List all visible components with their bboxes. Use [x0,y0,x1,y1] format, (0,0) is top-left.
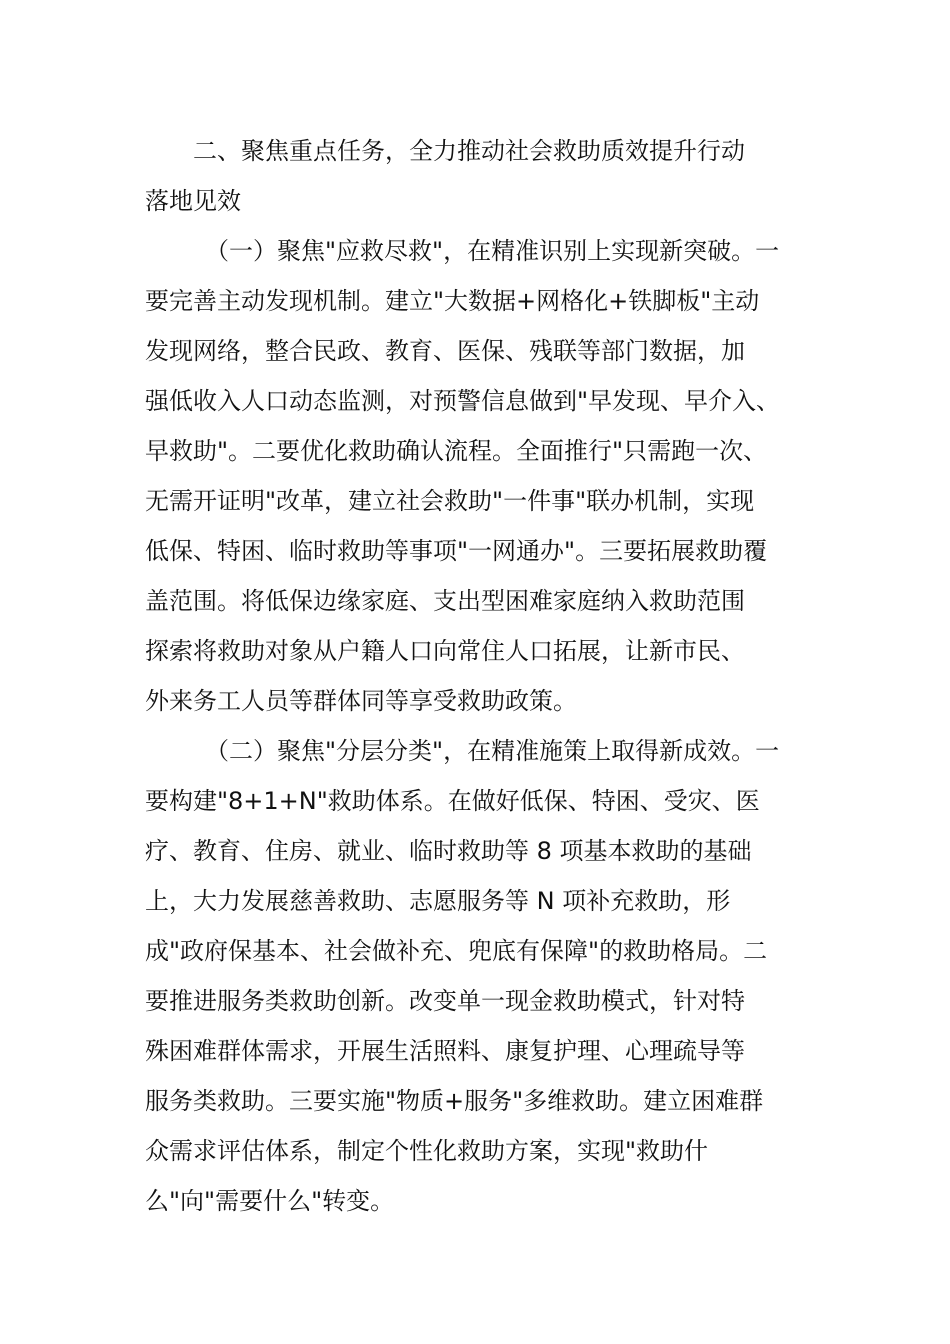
paragraph-line: 要构建"8+1+N"救助体系。在做好低保、特困、受灾、医 [145,787,760,815]
paragraph-line: 要完善主动发现机制。建立"大数据+网格化+铁脚板"主动 [145,287,760,315]
paragraph-line: （一）聚焦"应救尽救"，在精准识别上实现新突破。一 [205,237,780,265]
heading-line: 二、聚焦重点任务，全力推动社会救助质效提升行动 [193,137,745,165]
paragraph-line: 盖范围。将低保边缘家庭、支出型困难家庭纳入救助范围 [145,587,745,615]
paragraph-line: 早救助"。二要优化救助确认流程。全面推行"只需跑一次、 [145,437,768,465]
paragraph-line: 服务类救助。三要实施"物质+服务"多维救助。建立困难群 [145,1087,764,1115]
paragraph-2 [145,726,815,1226]
paragraph-line: （二）聚焦"分层分类"，在精准施策上取得新成效。一 [205,737,780,765]
paragraph-line: 上，大力发展慈善救助、志愿服务等 N 项补充救助，形 [145,887,731,915]
paragraph-line: 发现网络，整合民政、教育、医保、残联等部门数据，加 [145,337,745,365]
paragraph-line: 探索将救助对象从户籍人口向常住人口拓展，让新市民、 [145,637,745,665]
document-body [145,126,815,1226]
paragraph-line: 成"政府保基本、社会做补充、兜底有保障"的救助格局。二 [145,937,768,965]
paragraph-line: 要推进服务类救助创新。改变单一现金救助模式，针对特 [145,987,745,1015]
paragraph-line: 强低收入人口动态监测，对预警信息做到"早发现、早介入、 [145,387,781,415]
paragraph-line: 无需开证明"改革，建立社会救助"一件事"联办机制，实现 [145,487,755,515]
paragraph-line: 低保、特困、临时救助等事项"一网通办"。三要拓展救助覆 [145,537,768,565]
section-heading [145,126,815,226]
paragraph-line: 疗、教育、住房、就业、临时救助等 8 项基本救助的基础 [145,837,752,865]
paragraph-line: 众需求评估体系，制定个性化救助方案，实现"救助什 [145,1137,709,1165]
paragraph-line: 殊困难群体需求，开展生活照料、康复护理、心理疏导等 [145,1037,745,1065]
paragraph-line: 么"向"需要什么"转变。 [145,1187,395,1215]
paragraph-1 [145,226,815,726]
heading-line: 落地见效 [145,187,241,215]
paragraph-line: 外来务工人员等群体同等享受救助政策。 [145,687,577,715]
